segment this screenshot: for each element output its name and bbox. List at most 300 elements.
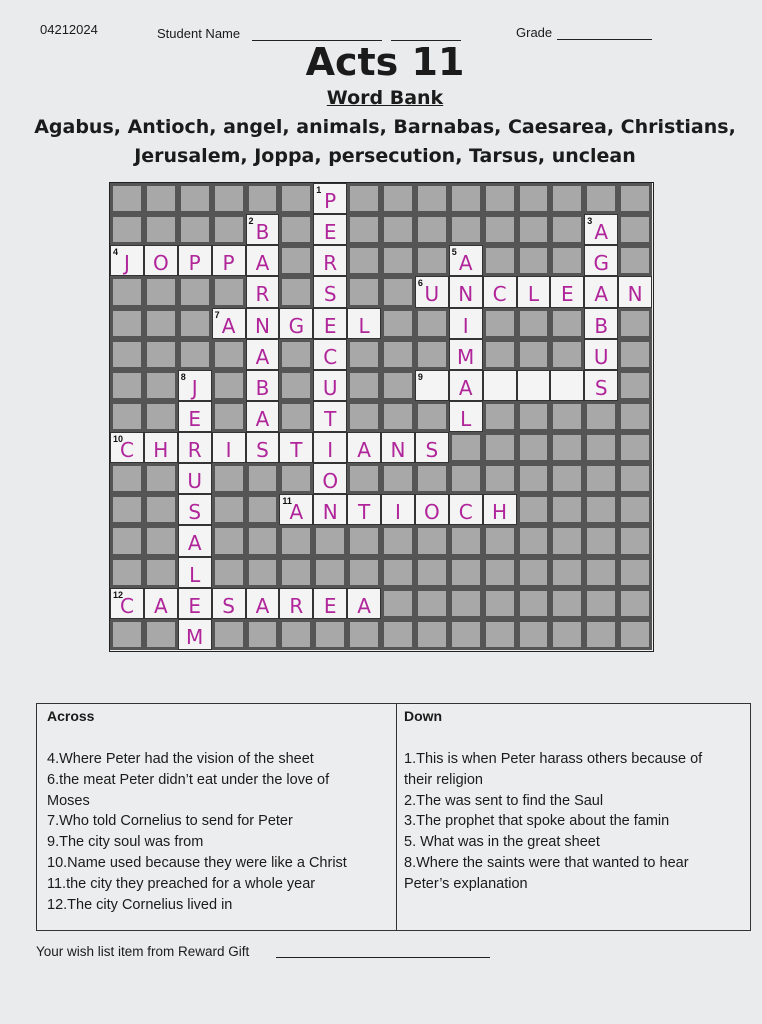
grid-cell-white: [110, 588, 144, 619]
grid-cell-blocked: [381, 401, 415, 432]
grid-cell-blocked: [347, 276, 381, 307]
clue-number: 11: [282, 496, 292, 507]
grid-cell-blocked: [144, 401, 178, 432]
grid-cell-blocked: [347, 401, 381, 432]
handwritten-letter: U: [322, 375, 338, 400]
grid-cell-blocked: [313, 557, 347, 588]
grid-cell-blocked: [618, 463, 652, 494]
grid-cell-white: [246, 401, 280, 432]
handwritten-letter: J: [191, 375, 198, 400]
grid-cell-blocked: [212, 494, 246, 525]
handwritten-letter: C: [458, 500, 473, 525]
grid-cell-blocked: [550, 588, 584, 619]
grid-cell-blocked: [279, 214, 313, 245]
across-header: Across: [47, 708, 95, 724]
grid-cell-blocked: [178, 276, 212, 307]
handwritten-letter: H: [153, 438, 169, 463]
crossword-grid: [109, 182, 654, 652]
grid-cell-white: [347, 432, 381, 463]
grid-cell-white: [415, 432, 449, 463]
grid-cell-blocked: [584, 463, 618, 494]
grid-cell-blocked: [381, 276, 415, 307]
grid-cell-blocked: [618, 308, 652, 339]
grid-cell-white: [584, 339, 618, 370]
grid-cell-blocked: [381, 557, 415, 588]
grid-cell-blocked: [246, 183, 280, 214]
grid-cell-white: [415, 494, 449, 525]
grid-cell-blocked: [550, 619, 584, 650]
grid-cell-white: [550, 276, 584, 307]
handwritten-letter: U: [424, 282, 440, 307]
grid-cell-blocked: [517, 401, 551, 432]
grid-cell-blocked: [415, 339, 449, 370]
grid-cell-blocked: [618, 557, 652, 588]
handwritten-letter: A: [594, 282, 609, 307]
handwritten-letter: T: [290, 438, 303, 463]
clue-number: 3: [587, 216, 593, 227]
grid-cell-blocked: [550, 494, 584, 525]
clue-line: 7.Who told Cornelius to send for Peter: [47, 813, 293, 830]
grid-cell-white: [313, 214, 347, 245]
clue-line: 6.the meat Peter didn’t eat under the love of: [47, 771, 330, 788]
grid-cell-blocked: [144, 494, 178, 525]
handwritten-letter: L: [527, 282, 540, 307]
clue-line: their religion: [404, 771, 483, 788]
grid-cell-blocked: [381, 588, 415, 619]
handwritten-letter: S: [323, 282, 337, 307]
wish-list-line: [276, 957, 490, 958]
clue-line: 9.The city soul was from: [47, 834, 204, 851]
grid-cell-blocked: [144, 276, 178, 307]
grid-cell-blocked: [550, 557, 584, 588]
grid-cell-blocked: [584, 183, 618, 214]
grid-cell-blocked: [415, 463, 449, 494]
grid-cell-blocked: [110, 401, 144, 432]
grid-cell-white: [110, 432, 144, 463]
clue-number: 6: [417, 278, 423, 289]
grid-cell-blocked: [279, 276, 313, 307]
clue-number: 8: [180, 371, 186, 382]
handwritten-letter: A: [594, 220, 609, 245]
grid-cell-blocked: [110, 183, 144, 214]
handwritten-letter: E: [560, 282, 574, 307]
grid-cell-blocked: [483, 214, 517, 245]
grid-cell-white: [279, 494, 313, 525]
clue-line: 10.Name used because they were like a Christ: [47, 854, 347, 871]
grid-cell-blocked: [381, 308, 415, 339]
grid-cell-blocked: [618, 494, 652, 525]
handwritten-letter: B: [255, 220, 270, 245]
clue-number: 5: [451, 247, 457, 258]
clue-number: 2: [248, 216, 254, 227]
grid-cell-white: [313, 183, 347, 214]
grid-cell-blocked: [415, 588, 449, 619]
grid-cell-blocked: [110, 619, 144, 650]
grid-cell-blocked: [212, 370, 246, 401]
handwritten-letter: S: [256, 438, 269, 463]
handwritten-letter: A: [458, 251, 473, 276]
handwritten-letter: A: [187, 531, 202, 556]
clue-number: 10: [113, 434, 124, 445]
grid-cell-blocked: [313, 619, 347, 650]
grid-cell-blocked: [618, 245, 652, 276]
grid-cell-blocked: [550, 214, 584, 245]
grid-cell-blocked: [618, 588, 652, 619]
grid-cell-blocked: [212, 557, 246, 588]
grid-cell-blocked: [584, 525, 618, 556]
handwritten-letter: B: [594, 313, 609, 338]
grid-cell-white: [449, 245, 483, 276]
clue-number: 1: [316, 185, 322, 195]
grid-cell-blocked: [144, 308, 178, 339]
grid-cell-white: [246, 308, 280, 339]
grid-cell-blocked: [550, 308, 584, 339]
grid-cell-blocked: [550, 432, 584, 463]
grid-cell-blocked: [415, 214, 449, 245]
grid-cell-white: [584, 245, 618, 276]
grid-cell-blocked: [212, 276, 246, 307]
handwritten-letter: A: [255, 593, 270, 618]
grid-cell-white: [279, 432, 313, 463]
grid-cell-blocked: [415, 557, 449, 588]
grid-cell-blocked: [381, 463, 415, 494]
clues-box: [36, 703, 751, 931]
grid-cell-white: [347, 494, 381, 525]
grid-cell-blocked: [415, 245, 449, 276]
grid-cell-blocked: [449, 588, 483, 619]
grid-cell-white: [347, 588, 381, 619]
grid-cell-blocked: [381, 183, 415, 214]
grid-cell-blocked: [110, 557, 144, 588]
clue-line: 11.the city they preached for a whole year: [47, 875, 316, 892]
grid-cell-white: [584, 214, 618, 245]
grid-cell-blocked: [584, 619, 618, 650]
down-header: Down: [404, 708, 443, 724]
grid-cell-white: [313, 370, 347, 401]
grid-cell-white: [483, 276, 517, 307]
handwritten-letter: P: [188, 251, 201, 276]
grid-cell-blocked: [246, 525, 280, 556]
handwritten-letter: B: [255, 375, 270, 400]
grid-cell-blocked: [212, 183, 246, 214]
grid-cell-blocked: [483, 588, 517, 619]
grid-cell-blocked: [381, 214, 415, 245]
handwritten-letter: S: [594, 375, 608, 400]
grid-cell-white: [381, 432, 415, 463]
grid-cell-blocked: [483, 339, 517, 370]
grid-cell-white: [178, 370, 212, 401]
grid-cell-white: [415, 276, 449, 307]
grid-cell-white: [483, 370, 517, 401]
grid-cell-blocked: [178, 339, 212, 370]
student-name-text: Student Name: [157, 26, 241, 41]
worksheet-code: 04212024: [40, 22, 98, 37]
grid-cell-blocked: [483, 401, 517, 432]
grid-cell-blocked: [347, 214, 381, 245]
grid-cell-blocked: [246, 494, 280, 525]
grid-cell-blocked: [618, 339, 652, 370]
handwritten-letter: G: [593, 251, 609, 276]
handwritten-letter: M: [186, 624, 204, 649]
grid-cell-white: [178, 401, 212, 432]
handwritten-letter: T: [357, 500, 371, 525]
grid-cell-white: [246, 245, 280, 276]
grid-cell-blocked: [517, 525, 551, 556]
grid-cell-white: [178, 463, 212, 494]
wish-list-label: [36, 944, 249, 959]
grid-cell-white: [246, 339, 280, 370]
handwritten-letter: U: [593, 344, 609, 369]
handwritten-letter: L: [189, 562, 201, 587]
grid-cell-white: [584, 370, 618, 401]
grid-cell-blocked: [347, 339, 381, 370]
clue-line: 1.This is when Peter harass others because of: [404, 751, 703, 767]
handwritten-letter: G: [288, 313, 305, 338]
grid-cell-white: [449, 494, 483, 525]
grid-cell-white: [279, 308, 313, 339]
grid-cell-blocked: [110, 525, 144, 556]
grid-cell-white: [313, 588, 347, 619]
handwritten-letter: N: [458, 282, 474, 307]
grid-cell-white: [144, 432, 178, 463]
grid-cell-white: [313, 339, 347, 370]
grid-cell-blocked: [212, 619, 246, 650]
clue-line: Moses: [47, 792, 90, 809]
grid-cell-white: [279, 588, 313, 619]
grid-cell-blocked: [178, 183, 212, 214]
grid-cell-blocked: [381, 370, 415, 401]
handwritten-letter: N: [390, 438, 406, 463]
handwritten-letter: S: [222, 593, 235, 618]
grid-cell-blocked: [279, 401, 313, 432]
grid-cell-blocked: [144, 525, 178, 556]
grid-cell-blocked: [212, 214, 246, 245]
handwritten-letter: C: [492, 282, 507, 307]
grid-cell-blocked: [584, 494, 618, 525]
grid-cell-white: [144, 245, 178, 276]
grid-cell-white: [110, 245, 144, 276]
grid-cell-blocked: [279, 339, 313, 370]
grid-cell-blocked: [381, 525, 415, 556]
grid-cell-blocked: [517, 183, 551, 214]
grid-cell-blocked: [144, 370, 178, 401]
handwritten-letter: P: [222, 251, 235, 276]
grid-cell-blocked: [584, 401, 618, 432]
grid-cell-blocked: [584, 557, 618, 588]
grid-cell-blocked: [415, 525, 449, 556]
handwritten-letter: A: [255, 406, 270, 431]
grid-cell-white: [178, 525, 212, 556]
grid-cell-blocked: [584, 588, 618, 619]
clue-line: 4.Where Peter had the vision of the sheet: [47, 751, 314, 767]
down-clues: [404, 749, 702, 895]
grid-cell-blocked: [110, 370, 144, 401]
grid-cell-blocked: [517, 245, 551, 276]
clue-line: 3.The prophet that spoke about the famin: [404, 813, 670, 830]
grid-cell-white: [584, 308, 618, 339]
handwritten-letter: M: [457, 344, 475, 369]
grid-cell-blocked: [212, 463, 246, 494]
handwritten-letter: A: [221, 313, 236, 338]
clues-divider: [396, 704, 397, 930]
handwritten-letter: A: [255, 251, 270, 276]
handwritten-letter: A: [357, 593, 371, 618]
grid-cell-blocked: [246, 557, 280, 588]
word-bank-line-2: Jerusalem, Joppa, persecution, Tarsus, unclean: [134, 145, 636, 167]
grid-cell-blocked: [347, 525, 381, 556]
grid-cell-blocked: [144, 463, 178, 494]
grid-cell-blocked: [246, 619, 280, 650]
grid-cell-blocked: [212, 525, 246, 556]
grid-cell-white: [517, 370, 551, 401]
grid-cell-blocked: [212, 401, 246, 432]
grid-cell-blocked: [618, 214, 652, 245]
grid-cell-blocked: [550, 525, 584, 556]
grid-cell-white: [449, 401, 483, 432]
grid-cell-white: [415, 370, 449, 401]
grid-cell-blocked: [618, 619, 652, 650]
grid-cell-white: [347, 308, 381, 339]
grid-cell-blocked: [144, 339, 178, 370]
grid-cell-white: [212, 588, 246, 619]
handwritten-letter: E: [323, 220, 337, 245]
grid-cell-white: [313, 276, 347, 307]
clue-number: 12: [113, 589, 124, 600]
handwritten-letter: A: [255, 344, 270, 369]
wish-list-text: Your wish list item from Reward Gift: [36, 944, 250, 959]
grid-cell-blocked: [449, 183, 483, 214]
grid-cell-blocked: [517, 619, 551, 650]
clue-line: Peter’s explanation: [404, 875, 528, 892]
grid-cell-blocked: [347, 619, 381, 650]
grid-cell-white: [313, 245, 347, 276]
clue-line: 2.The was sent to find the Saul: [404, 792, 604, 809]
grid-cell-blocked: [517, 557, 551, 588]
handwritten-letter: E: [323, 593, 337, 618]
grid-cell-blocked: [279, 525, 313, 556]
grid-cell-white: [449, 308, 483, 339]
grid-cell-blocked: [449, 214, 483, 245]
grid-cell-blocked: [483, 308, 517, 339]
handwritten-letter: C: [323, 344, 338, 369]
clue-number: 4: [113, 247, 119, 258]
handwritten-letter: A: [153, 593, 168, 618]
grid-cell-blocked: [279, 463, 313, 494]
handwritten-letter: R: [255, 282, 270, 307]
grid-cell-white: [246, 214, 280, 245]
grid-cell-white: [449, 276, 483, 307]
handwritten-letter: C: [119, 438, 134, 463]
grid-cell-blocked: [483, 432, 517, 463]
grid-cell-blocked: [517, 432, 551, 463]
grid-cell-white: [178, 619, 212, 650]
grid-cell-blocked: [415, 401, 449, 432]
grid-cell-white: [178, 245, 212, 276]
grid-cell-blocked: [110, 276, 144, 307]
handwritten-letter: A: [289, 500, 304, 525]
grid-cell-blocked: [178, 308, 212, 339]
handwritten-letter: I: [327, 438, 334, 463]
grid-cell-blocked: [144, 557, 178, 588]
grid-cell-blocked: [550, 183, 584, 214]
grid-cell-blocked: [347, 557, 381, 588]
grid-cell-blocked: [449, 432, 483, 463]
grid-cell-white: [212, 245, 246, 276]
grid-cell-blocked: [618, 401, 652, 432]
grid-cell-blocked: [144, 214, 178, 245]
grid-cell-white: [246, 588, 280, 619]
grid-cell-blocked: [550, 339, 584, 370]
grid-cell-blocked: [550, 463, 584, 494]
handwritten-letter: O: [152, 251, 169, 276]
grid-cell-blocked: [279, 557, 313, 588]
grid-cell-blocked: [618, 370, 652, 401]
handwritten-letter: E: [188, 406, 201, 431]
handwritten-letter: N: [627, 282, 643, 307]
clue-number: 7: [214, 309, 220, 320]
grid-cell-white: [212, 432, 246, 463]
handwritten-letter: H: [492, 500, 508, 525]
grid-cell-blocked: [144, 619, 178, 650]
grid-cell-white: [449, 370, 483, 401]
handwritten-letter: I: [225, 438, 232, 463]
grid-cell-blocked: [246, 463, 280, 494]
grid-cell-white: [550, 370, 584, 401]
handwritten-letter: A: [357, 438, 371, 463]
grid-cell-blocked: [517, 588, 551, 619]
grid-cell-blocked: [483, 619, 517, 650]
grid-cell-white: [584, 276, 618, 307]
handwritten-letter: O: [423, 500, 440, 525]
grid-cell-blocked: [517, 494, 551, 525]
handwritten-letter: L: [460, 406, 472, 431]
grid-cell-blocked: [483, 463, 517, 494]
clue-line: 12.The city Cornelius lived in: [47, 896, 233, 913]
grid-cell-blocked: [483, 557, 517, 588]
clue-line: 8.Where the saints were that wanted to hear: [404, 854, 689, 871]
grid-cell-white: [144, 588, 178, 619]
grid-cell-white: [313, 401, 347, 432]
grid-cell-blocked: [110, 308, 144, 339]
grid-cell-blocked: [212, 339, 246, 370]
word-bank-line-1: Agabus, Antioch, angel, animals, Barnabas, Caesarea, Christians,: [34, 116, 736, 138]
grid-cell-white: [381, 494, 415, 525]
handwritten-letter: C: [119, 593, 134, 618]
handwritten-letter: L: [358, 313, 370, 338]
grid-cell-blocked: [178, 214, 212, 245]
grid-cell-blocked: [449, 525, 483, 556]
grid-cell-blocked: [584, 432, 618, 463]
handwritten-letter: O: [322, 469, 339, 494]
grade-label: Grade: [516, 25, 553, 40]
grid-cell-blocked: [347, 245, 381, 276]
grid-cell-blocked: [347, 463, 381, 494]
handwritten-letter: R: [289, 593, 304, 618]
handwritten-letter: P: [324, 189, 337, 213]
grid-cell-blocked: [110, 463, 144, 494]
grid-cell-white: [313, 463, 347, 494]
grid-cell-blocked: [313, 525, 347, 556]
across-clues: [47, 749, 347, 915]
handwritten-letter: I: [462, 313, 469, 338]
grid-cell-blocked: [381, 619, 415, 650]
grid-cell-blocked: [144, 183, 178, 214]
grid-cell-blocked: [517, 214, 551, 245]
handwritten-letter: U: [187, 469, 202, 494]
page-title: Acts 11: [305, 40, 465, 84]
grid-cell-blocked: [618, 432, 652, 463]
grid-cell-white: [212, 308, 246, 339]
